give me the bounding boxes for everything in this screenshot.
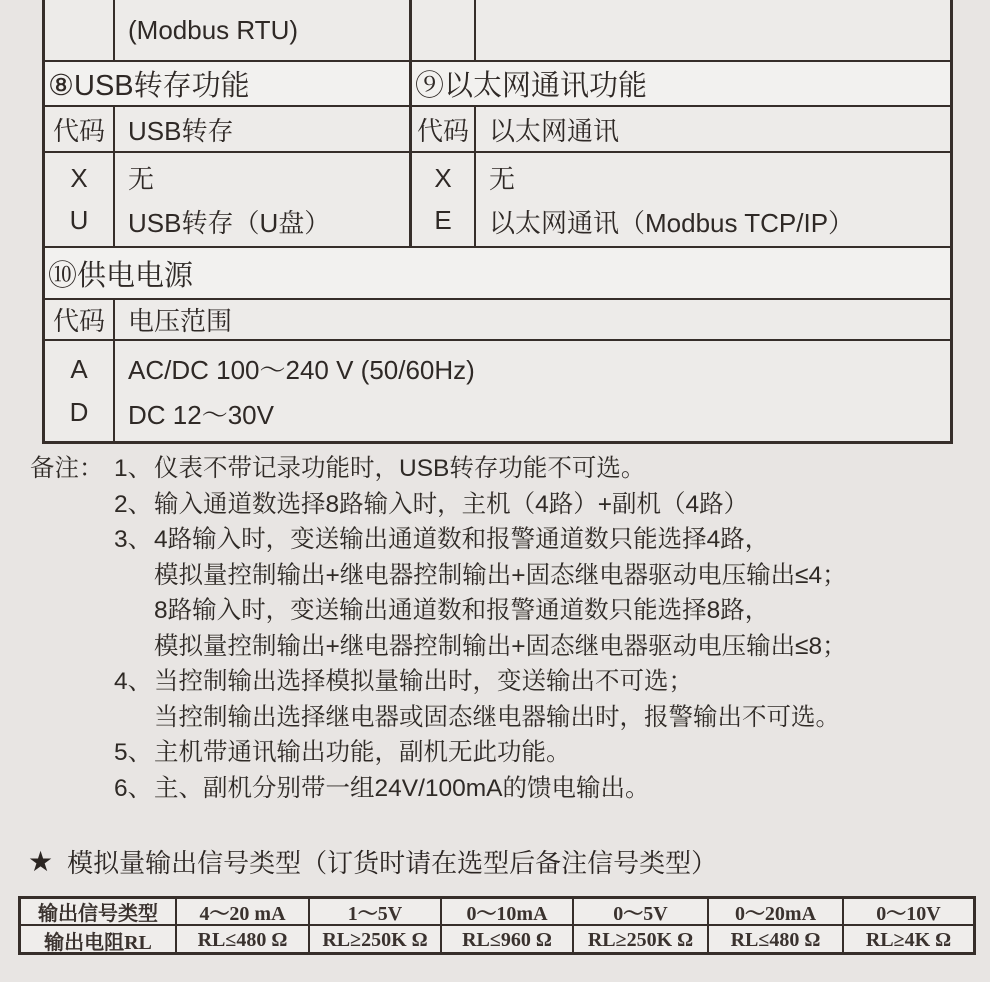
ordering-code-table bbox=[42, 0, 953, 444]
power-code-values bbox=[45, 341, 115, 441]
note-line-3 bbox=[114, 522, 970, 558]
note-line-4-cont-1 bbox=[154, 700, 970, 736]
power-desc-dc: DC 12～30V bbox=[128, 400, 274, 431]
table-row-column-headers bbox=[45, 107, 950, 153]
note-text: 模拟量控制输出+继电器控制输出+固态继电器驱动电压输出≤4； bbox=[154, 561, 847, 589]
power-desc-header: 电压范围 bbox=[128, 306, 233, 336]
signal-row-label: 输出信号类型 bbox=[21, 899, 177, 924]
usb-desc-header: USB转存 bbox=[115, 107, 412, 151]
note-line-3-cont-3 bbox=[154, 629, 970, 665]
note-text: 8路输入时，变送输出通道数和报警通道数只能选择8路， bbox=[154, 597, 770, 624]
ethernet-code-x: X bbox=[434, 163, 452, 194]
resistance-value: RL≤480 Ω bbox=[177, 926, 310, 955]
notes-section bbox=[30, 451, 970, 806]
note-text: 仪表不带记录功能时，USB转存功能不可选。 bbox=[154, 455, 646, 482]
analog-signal-heading-text: 模拟量输出信号类型（订货时请在选型后备注信号类型） bbox=[67, 848, 718, 878]
partial-code-cell-left bbox=[45, 0, 115, 60]
resistance-value: RL≥4K Ω bbox=[865, 929, 952, 951]
usb-code-u: U bbox=[69, 204, 89, 235]
table-row-partial-top bbox=[45, 0, 950, 62]
note-number: 3、 bbox=[114, 526, 153, 553]
partial-desc-cell-right bbox=[476, 0, 950, 60]
note-text: 主、副机分别带一组24V/100mA的馈电输出。 bbox=[154, 774, 650, 802]
note-text: 当控制输出选择继电器或固态继电器输出时，报警输出不可选。 bbox=[154, 703, 840, 731]
signal-value: 4～20 mA bbox=[177, 899, 310, 924]
resistance-value: RL≤480 Ω bbox=[709, 926, 844, 955]
signal-value: 0～10V bbox=[876, 903, 941, 925]
notes-label: 备注： bbox=[30, 455, 104, 482]
note-line-4 bbox=[114, 664, 970, 700]
ethernet-desc-values bbox=[476, 153, 950, 246]
note-number: 6、 bbox=[114, 774, 153, 802]
section-title-power: ⑩供电电源 bbox=[45, 248, 950, 298]
table-row-usb-ethernet-options bbox=[45, 153, 950, 248]
note-number: 2、 bbox=[114, 490, 153, 518]
signal-type-row bbox=[21, 899, 973, 926]
note-line-3-cont-2 bbox=[154, 593, 970, 629]
ethernet-desc-none: 无 bbox=[489, 164, 516, 195]
usb-desc-udisk: USB转存（U盘） bbox=[128, 207, 331, 238]
note-number: 4、 bbox=[114, 668, 153, 695]
note-number: 5、 bbox=[114, 739, 153, 766]
note-text: 输入通道数选择8路输入时，主机（4路）+副机（4路） bbox=[154, 490, 749, 518]
analog-signal-heading bbox=[28, 843, 717, 880]
resistance-row-label: 输出电阻RL bbox=[21, 926, 177, 955]
section-title-ethernet: ⑨以太网通讯功能 bbox=[412, 62, 950, 105]
signal-value: 1～5V bbox=[310, 899, 442, 924]
power-code-d: D bbox=[69, 397, 89, 428]
note-line-1 bbox=[114, 451, 970, 487]
power-code-a: A bbox=[70, 353, 88, 384]
note-text: 模拟量控制输出+继电器控制输出+固态继电器驱动电压输出≤8； bbox=[154, 632, 847, 660]
signal-value: 0～20mA bbox=[709, 899, 844, 924]
ethernet-desc-tcpip: 以太网通讯（Modbus TCP/IP） bbox=[489, 207, 855, 238]
signal-value: 0～10mA bbox=[442, 899, 574, 924]
output-resistance-row bbox=[21, 926, 973, 955]
note-line-2 bbox=[114, 487, 970, 523]
usb-code-values bbox=[45, 153, 115, 246]
ethernet-code-values bbox=[412, 153, 476, 246]
resistance-value: RL≥250K Ω bbox=[574, 926, 709, 955]
partial-code-cell-right bbox=[412, 0, 476, 60]
power-desc-acdc: AC/DC 100～240 V (50/60Hz) bbox=[128, 354, 475, 385]
signal-type-table bbox=[18, 896, 976, 955]
ethernet-code-header: 代码 bbox=[412, 107, 476, 151]
usb-code-x: X bbox=[70, 163, 88, 194]
table-row-power-options bbox=[45, 341, 950, 441]
note-line-6 bbox=[114, 771, 970, 807]
resistance-value: RL≥250K Ω bbox=[310, 926, 442, 955]
note-text: 当控制输出选择模拟量输出时，变送输出不可选； bbox=[154, 668, 693, 695]
resistance-value: RL≤960 Ω bbox=[442, 926, 574, 955]
table-row-power-column-headers bbox=[45, 300, 950, 341]
table-row-power-header bbox=[45, 248, 950, 300]
section-title-usb: ⑧USB转存功能 bbox=[45, 62, 412, 105]
note-text: 4路输入时，变送输出通道数和报警通道数只能选择4路， bbox=[154, 526, 770, 553]
note-line-5 bbox=[114, 735, 970, 771]
usb-desc-values bbox=[115, 153, 412, 246]
note-number: 1、 bbox=[114, 455, 153, 482]
note-line-3-cont-1 bbox=[154, 558, 970, 594]
signal-value: 0～5V bbox=[574, 899, 709, 924]
usb-code-header: 代码 bbox=[45, 107, 115, 151]
star-icon: ★ bbox=[28, 846, 54, 877]
usb-desc-none: 无 bbox=[128, 164, 155, 195]
partial-desc-cell-left: (Modbus RTU) bbox=[115, 0, 412, 60]
ethernet-desc-header: 以太网通讯 bbox=[489, 115, 620, 146]
power-desc-values bbox=[115, 341, 950, 441]
table-row-section-headers bbox=[45, 62, 950, 107]
power-code-header: 代码 bbox=[45, 300, 115, 339]
note-text: 主机带通讯输出功能，副机无此功能。 bbox=[154, 739, 571, 766]
ethernet-code-e: E bbox=[434, 204, 452, 235]
